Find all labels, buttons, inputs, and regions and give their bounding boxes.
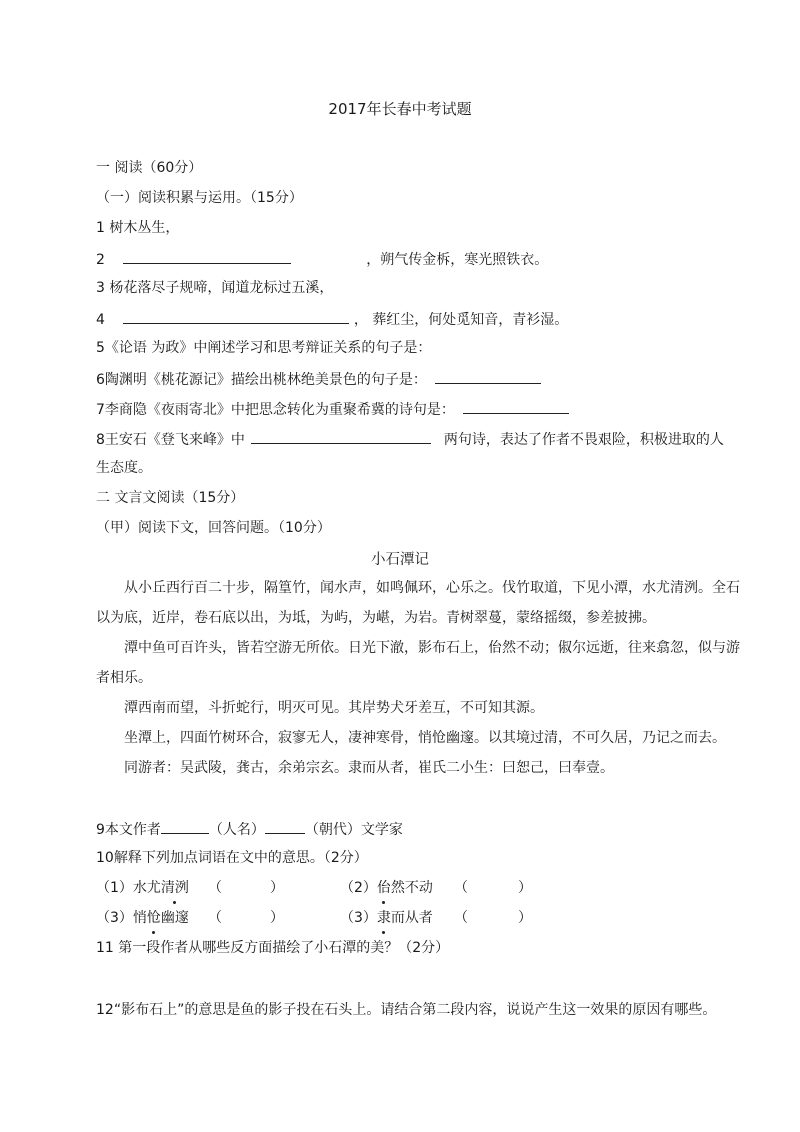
question-8 — [96, 428, 724, 450]
paren-close: ） — [518, 880, 532, 896]
question-8-text-b: 两句诗，表达了作者不畏艰险，积极进取的人 — [443, 432, 724, 448]
answer-blank — [123, 308, 349, 324]
question-10: 10解释下列加点词语在文中的意思。（2分） — [96, 850, 368, 866]
part1-heading: （一）阅读积累与运用。（15分） — [96, 190, 303, 206]
paren-open: （ — [454, 910, 468, 926]
dotted-word: 隶 — [376, 910, 391, 926]
answer-parens — [454, 908, 532, 928]
question-5: 5《论语 为政》中阐述学习和思考辩证关系的句子是： — [96, 340, 432, 356]
question-6 — [96, 368, 541, 390]
paragraph-line: 同游者：吴武陵，龚古，余弟宗玄。隶而从者，崔氏二小生：曰恕己，曰奉壹。 — [124, 760, 614, 776]
item-text: （1）水尤 — [96, 880, 161, 896]
answer-blank — [123, 248, 291, 264]
paragraph-line: 潭中鱼可百许头，皆若空游无所依。日光下澈，影布石上，佁然不动；俶尔远逝，往来翕忽，似与游 — [124, 640, 740, 656]
question-10-item-4 — [340, 908, 433, 928]
part-jia-heading: （甲）阅读下文，回答问题。（10分） — [96, 520, 331, 536]
paragraph-line: 者相乐。 — [96, 670, 152, 686]
question-10-item-2 — [340, 878, 433, 898]
paragraph-line: 以为底，近岸，卷石底以出，为坻，为屿，为嵁，为岩。青树翠蔓，蒙络摇缀，参差披拂。 — [96, 610, 656, 626]
dotted-word: 怆 — [146, 910, 161, 926]
dotted-word: 清洌 — [160, 880, 189, 896]
question-4 — [96, 308, 568, 330]
paragraph-line: 坐潭上，四面竹树环合，寂寥无人，凄神寒骨，悄怆幽邃。以其境过清，不可久居，乃记之而去。 — [124, 730, 726, 746]
question-6-text: 6陶渊明《桃花源记》描绘出桃林绝美景色的句子是： — [96, 372, 427, 388]
page-title: 2017年长春中考试题 — [328, 100, 472, 118]
answer-parens — [208, 878, 284, 898]
answer-blank — [161, 818, 209, 834]
section1-heading: 一 阅读（60分） — [96, 160, 203, 176]
question-9-text-a: 9本文作者 — [96, 822, 161, 838]
question-10-item-3 — [96, 908, 189, 928]
question-8-text-a: 8王安石《登飞来峰》中 — [96, 432, 245, 448]
paren-close: ） — [518, 910, 532, 926]
question-8-continued: 生态度。 — [96, 460, 152, 476]
paren-close: ） — [270, 880, 284, 896]
question-4-number: 4 — [96, 312, 105, 328]
paragraph-line: 从小丘西行百二十步，隔篁竹，闻水声，如鸣佩环，心乐之。伐竹取道，下见小潭，水尤清洌。全石 — [124, 580, 740, 596]
item-text: （3） — [340, 910, 377, 926]
question-11: 11 第一段作者从哪些反方面描绘了小石潭的美？（2分） — [96, 940, 450, 956]
paren-open: （ — [208, 910, 222, 926]
item-text: （2） — [340, 880, 377, 896]
question-2-text: ，朔气传金柝，寒光照铁衣。 — [366, 252, 549, 268]
item-text: 幽邃 — [160, 910, 189, 926]
answer-blank — [251, 428, 431, 444]
question-2 — [96, 248, 548, 270]
answer-parens — [208, 908, 284, 928]
answer-blank — [265, 818, 305, 834]
paren-open: （ — [208, 880, 222, 896]
answer-blank — [463, 398, 569, 414]
answer-parens — [454, 878, 532, 898]
paren-close: ） — [270, 910, 284, 926]
question-2-number: 2 — [96, 252, 105, 268]
section2-heading: 二 文言文阅读（15分） — [96, 490, 245, 506]
question-7 — [96, 398, 569, 420]
question-4-text: ， 葬红尘，何处觅知音，青衫湿。 — [353, 312, 569, 328]
question-9-text-b: （人名） — [208, 822, 265, 838]
question-9-text-c: （朝代）文学家 — [304, 822, 403, 838]
question-7-text: 7李商隐《夜雨寄北》中把思念转化为重聚希冀的诗句是： — [96, 402, 455, 418]
question-3: 3 杨花落尽子规啼，闻道龙标过五溪， — [96, 280, 334, 296]
item-text: 而从者 — [390, 910, 433, 926]
item-text: （3）悄 — [96, 910, 147, 926]
question-10-item-1 — [96, 878, 189, 898]
question-12: 12“影布石上”的意思是鱼的影子投在石头上。请结合第二段内容，说说产生这一效果的原因有哪些。 — [96, 1002, 717, 1018]
paren-open: （ — [454, 880, 468, 896]
answer-blank — [435, 368, 541, 384]
paragraph-line: 潭西南而望，斗折蛇行，明灭可见。其岸势犬牙差互，不可知其源。 — [124, 700, 544, 716]
item-text: 然不动 — [390, 880, 433, 896]
dotted-word: 佁 — [376, 880, 391, 896]
text-title: 小石潭记 — [371, 552, 429, 568]
question-9 — [96, 818, 403, 840]
question-1: 1 树木丛生， — [96, 220, 180, 236]
